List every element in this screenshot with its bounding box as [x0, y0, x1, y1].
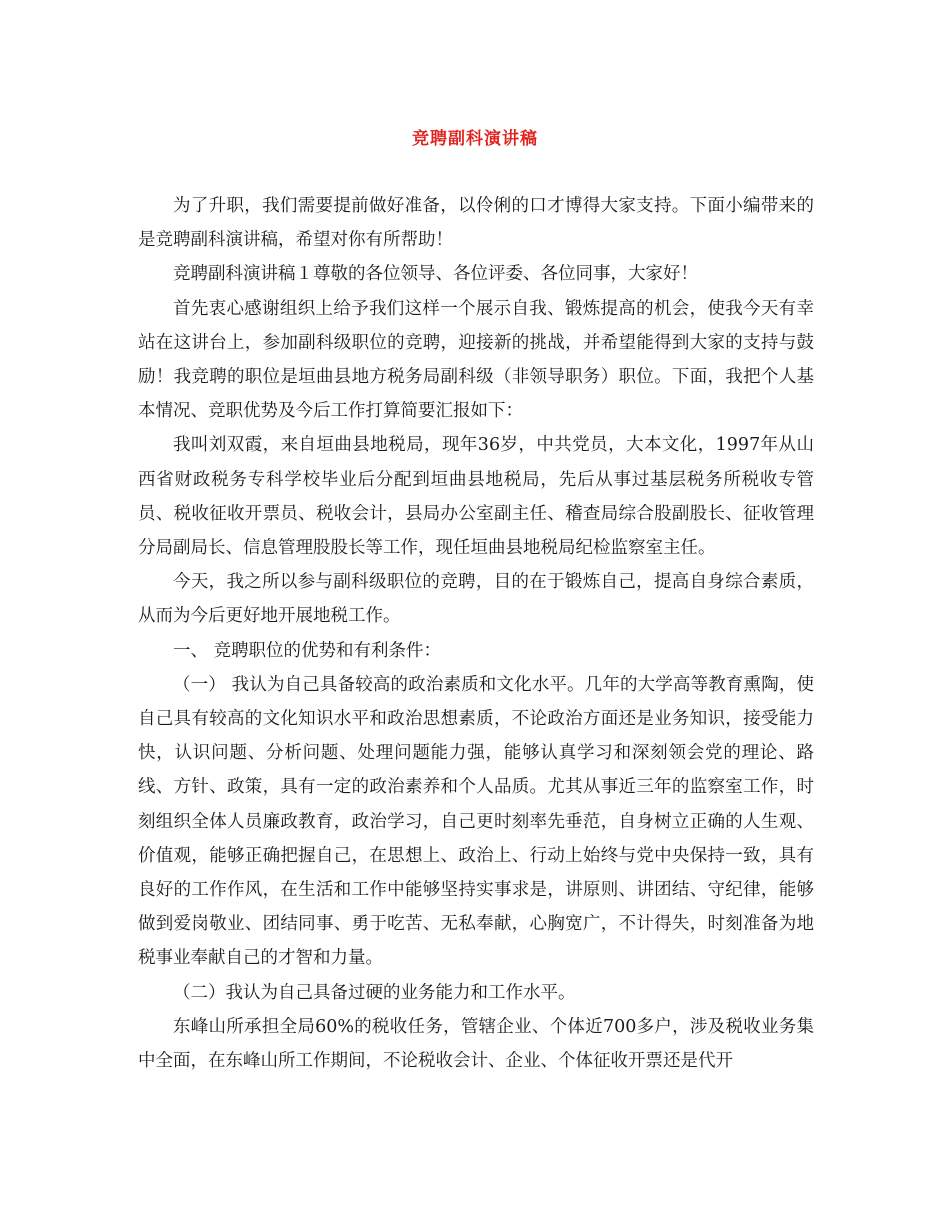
paragraph-greeting: 竞聘副科演讲稿１尊敬的各位领导、各位评委、各位同事，大家好！	[173, 264, 698, 285]
document-title: 竞聘副科演讲稿	[412, 129, 538, 149]
document-body	[138, 189, 814, 1078]
paragraph-dongfengshan: 东峰山所承担全局60%的税收任务，管辖企业、个体近700多户，涉及税收业务集中全面，在东峰山所工作期间，不论税收会计、企业、个体征收开票还是代开	[138, 1016, 814, 1072]
subheading-business-ability: （二）我认为自己具备过硬的业务能力和工作水平。	[173, 982, 576, 1003]
paragraph-intro: 为了升职，我们需要提前做好准备，以伶俐的口才博得大家支持。下面小编带来的是竞聘副科演讲稿，希望对你有所帮助！	[138, 196, 814, 251]
paragraph-thanks: 首先衷心感谢组织上给予我们这样一个展示自我、锻炼提高的机会，使我今天有幸站在这讲台上，参加副科级职位的竞聘，迎接新的挑战，并希望能得到大家的支持与鼓励！我竞聘的职位是垣曲县地方税务局副科级（非领导职务）职位。下面，我把个人基本情况、竞职优势及今后工作打算简要汇报如下：	[138, 298, 814, 422]
section-heading-advantages: 一、 竞聘职位的优势和有利条件：	[173, 640, 442, 661]
paragraph-purpose: 今天，我之所以参与副科级职位的竞聘，目的在于锻炼自己，提高自身综合素质，从而为今后更好地开展地税工作。	[138, 572, 814, 627]
paragraph-background: 我叫刘双霞，来自垣曲县地税局，现年36岁，中共党员，大本文化，1997年从山西省财政税务专科学校毕业后分配到垣曲县地税局，先后从事过基层税务所税收专管员、税收征收开票员、税收会计，县局办公室副主任、稽查局综合股副股长、征收管理分局副局长、信息管理股股长等工作，现任垣曲县地税局纪检监察室主任。	[138, 435, 814, 559]
paragraph-political-quality: （一） 我认为自己具备较高的政治素质和文化水平。几年的大学高等教育熏陶，使自己具有较高的文化知识水平和政治思想素质，不论政治方面还是业务知识，接受能力快，认识问题、分析问题、处理问题能力强，能够认真学习和深刻领会党的理论、路线、方针、政策，具有一定的政治素养和个人品质。尤其从事近三年的监察室工作，时刻组织全体人员廉政教育，政治学习，自己更时刻率先垂范，自身树立正确的人生观、价值观，能够正确把握自己，在思想上、政治上、行动上始终与党中央保持一致，具有良好的工作作风，在生活和工作中能够坚持实事求是，讲原则、讲团结、守纪律，能够做到爱岗敬业、团结同事、勇于吃苦、无私奉献，心胸宽广，不计得失，时刻准备为地税事业奉献自己的才智和力量。	[138, 674, 814, 969]
